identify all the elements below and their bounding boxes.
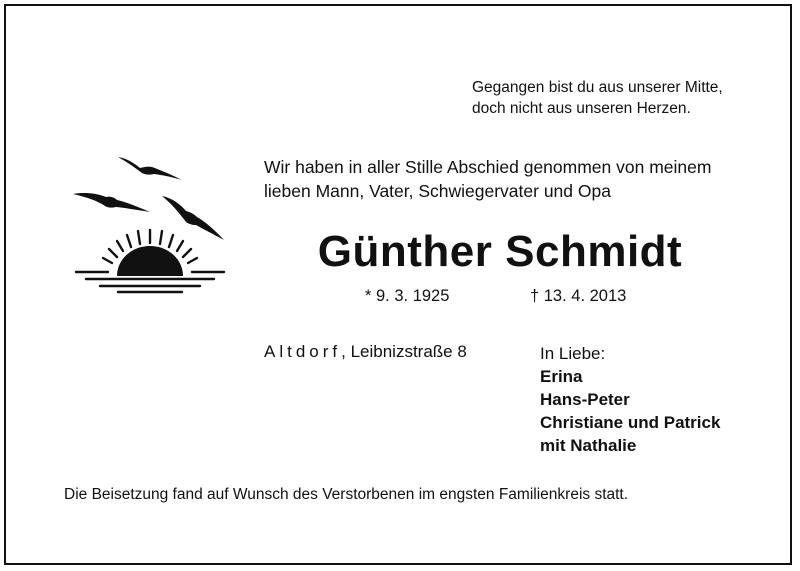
- family-member: mit Nathalie: [540, 436, 637, 455]
- birth-date: * 9. 3. 1925: [365, 287, 450, 305]
- funeral-note: Die Beisetzung fand auf Wunsch des Verstorbenen im engsten Familienkreis statt.: [64, 486, 629, 503]
- address-town: Altdorf: [264, 342, 342, 361]
- family-member: Erina: [540, 367, 583, 386]
- address: [264, 342, 467, 362]
- memorial-quote: [472, 77, 723, 119]
- family-signatures: [540, 342, 720, 457]
- intro-line: lieben Mann, Vater, Schwiegervater und Opa: [264, 181, 611, 201]
- family-heading: In Liebe:: [540, 344, 606, 363]
- death-date: † 13. 4. 2013: [530, 287, 627, 305]
- deceased-name: Günther Schmidt: [317, 227, 683, 276]
- family-member: Christiane und Patrick: [540, 413, 721, 432]
- intro-text: [264, 155, 711, 203]
- family-member: Hans-Peter: [540, 390, 630, 409]
- intro-line: Wir haben in aller Stille Abschied genommen von meinem: [264, 157, 712, 177]
- address-street: , Leibnizstraße 8: [341, 342, 467, 361]
- quote-line: Gegangen bist du aus unserer Mitte,: [472, 79, 723, 96]
- quote-line: doch nicht aus unseren Herzen.: [472, 100, 691, 117]
